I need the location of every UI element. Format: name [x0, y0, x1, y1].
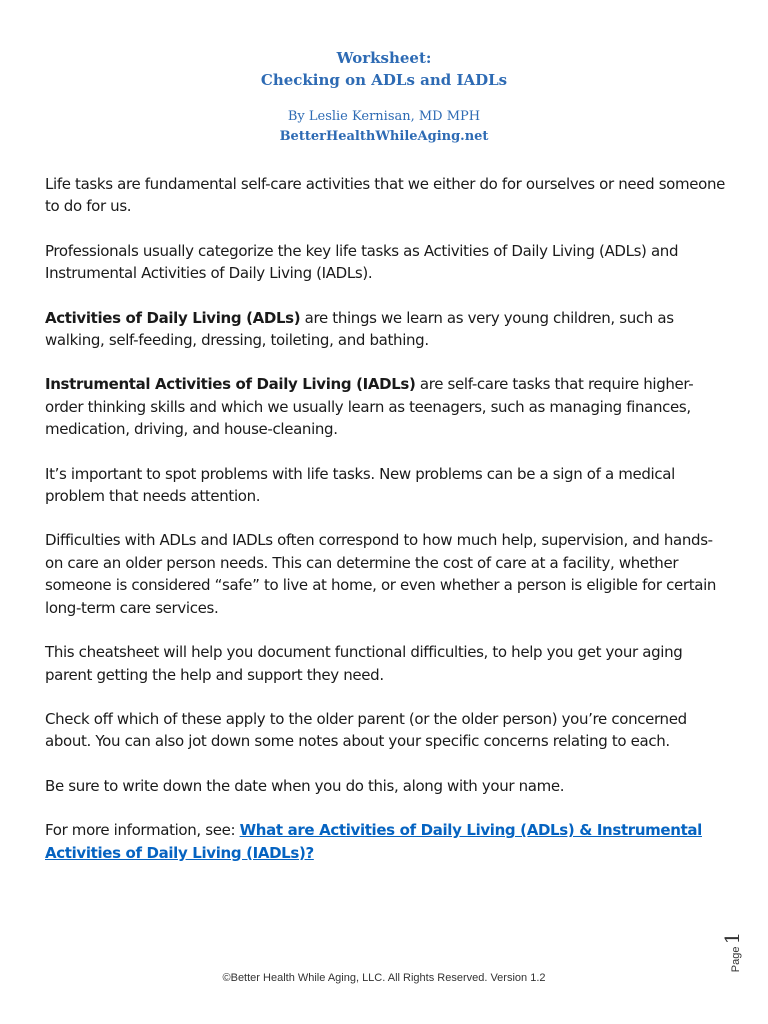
paragraph-write-date: Be sure to write down the date when you do this, along with your name. [45, 776, 565, 795]
paragraph-check-off: Check off which of these apply to the older parent (or the older person) you’re concerned about. You can also jot down some notes about your specific concerns relating to each. [45, 709, 687, 751]
adl-description: are things we learn as very young children, such as walking, self-feeding, dressing, toileting, and bathing. [45, 308, 674, 350]
page-label: Page [730, 946, 743, 973]
page-number [720, 932, 744, 972]
paragraph-cheatsheet: This cheatsheet will help you document functional difficulties, to help you get your aging parent getting the help and support they need. [45, 643, 683, 684]
author-byline: By Leslie Kernisan, MD MPH [287, 109, 481, 124]
document-title: Checking on ADLs and IADLs [260, 71, 508, 89]
adl-iadl-article-link[interactable]: What are Activities of Daily Living (ADLs) & Instrumental Activities of Daily Living (IADLs)? [45, 821, 702, 862]
paragraph-difficulties: Difficulties with ADLs and IADLs often correspond to how much help, supervision, and hands-on care an older person needs. This can determine the cost of care at a facility, whether someone is considered “safe” to live at home, or even whether a person is eligible for certain long-term care services. [45, 531, 717, 617]
paragraph-more-info [45, 819, 725, 864]
adl-term: Activities of Daily Living (ADLs) [45, 308, 301, 327]
document-header [0, 47, 768, 147]
website-name: BetterHealthWhileAging.net [279, 129, 489, 144]
iadl-term: Instrumental Activities of Daily Living (IADLs) [45, 375, 416, 394]
paragraph-adl-definition [45, 307, 725, 352]
page-number-value: 1 [720, 931, 745, 945]
paragraph-iadl-definition [45, 373, 725, 440]
paragraph-spot-problems: It’s important to spot problems with life tasks. New problems can be a sign of a medical problem that needs attention. [45, 464, 675, 506]
iadl-description: are self-care tasks that require higher-order thinking skills and which we usually learn as teenagers, such as managing finances, medication, driving, and house-cleaning. [45, 375, 694, 439]
copyright-footer: ©Better Health While Aging, LLC. All Rights Reserved. Version 1.2 [222, 972, 546, 984]
more-info-prefix: For more information, see: [45, 821, 240, 840]
paragraph-life-tasks: Life tasks are fundamental self-care activities that we either do for ourselves or need someone to do for us. [45, 175, 726, 216]
paragraph-categories: Professionals usually categorize the key life tasks as Activities of Daily Living (ADLs) and Instrumental Activities of Daily Living (IADLs). [45, 241, 679, 283]
document-body [45, 173, 725, 886]
worksheet-label: Worksheet: [336, 49, 432, 67]
